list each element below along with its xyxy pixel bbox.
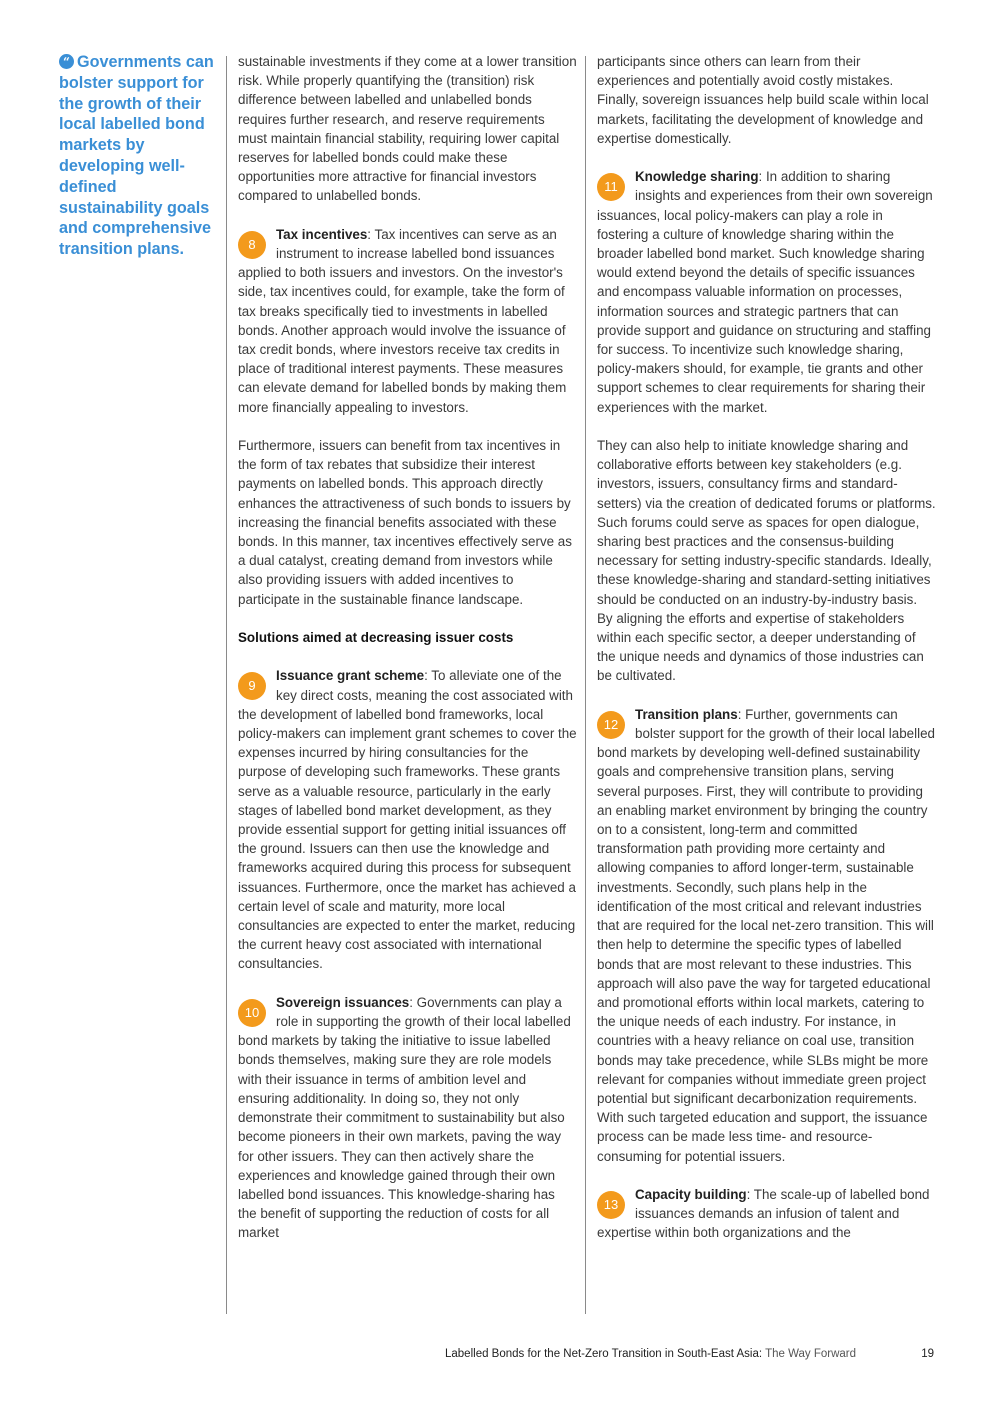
numbered-item-11 [597, 167, 936, 417]
quote-icon: “ [59, 54, 74, 69]
item-text: : Tax incentives can serve as an instrument to increase labelled bond issuances applied to both issuers and investors. On the investor's side, tax incentives could, for example, take the form of tax breaks specifically tied to investments in labelled bonds. Another approach would involve the issuance of tax credit bonds, where investors receive tax credits in place of traditional interest payments. These measures can elevate demand for labelled bonds by making them more financially appealing to investors. [238, 226, 567, 415]
item-title: Sovereign issuances [276, 994, 410, 1010]
pull-quote-text: Governments can bolster support for the growth of their local labelled bond markets by developing well-defined sustainability goals and comprehensive transition plans. [59, 53, 214, 259]
item-text: : In addition to sharing insights and experiences from their own sovereign issuances, local policy-makers can play a role in fostering a culture of knowledge sharing within the broader labelled bond market. Such knowledge sharing would extend beyond the details of specific issuances and encompass valuable information on processes, information sources and strategic partners that can provide support and guidance on structuring and staffing for success. To incentivize such knowledge sharing, policy-makers should, for example, tie grants and other support schemes to clear requirements for sharing their experiences with the market. [597, 169, 933, 415]
numbered-item-10 [238, 993, 577, 1243]
page-number: 19 [921, 1348, 934, 1360]
numbered-item-12 [597, 705, 936, 1166]
section-heading: Solutions aimed at decreasing issuer costs [238, 630, 514, 646]
item-text: : The scale-up of labelled bond issuances demands an infusion of talent and expertise within both organizations and the [597, 1186, 930, 1241]
paragraph: sustainable investments if they come at a lower transition risk. While properly quantifying the (transition) risk difference between labelled and unlabelled bonds requires further research, and reserve requirements must maintain financial stability, requiring lower capital reserves for labelled bonds could make these opportunities more attractive for financial investors compared to unlabelled bonds. [238, 54, 577, 204]
item-title: Knowledge sharing [635, 169, 759, 185]
item-number-badge: 10 [238, 999, 266, 1027]
item-number-badge: 13 [597, 1191, 625, 1219]
item-title: Issuance grant scheme [276, 668, 425, 684]
text-column-1 [238, 52, 577, 1262]
footer-subtitle: The Way Forward [762, 1348, 857, 1360]
numbered-item-8 [238, 225, 577, 417]
item-text: : Governments can play a role in supporting the growth of their local labelled bond markets by taking the initiative to issue labelled bonds themselves, making sure they are role models with their issuance in terms of ambition level and ensuring additionality. In doing so, they not only demonstrate their commitment to sustainability but also become pioneers in their own markets, paving the way for other issuers. They can then actively share the experiences and knowledge gained through their own labelled bond issuances. This knowledge-sharing has the benefit of supporting the reduction of costs for all market [238, 994, 571, 1241]
paragraph: Furthermore, issuers can benefit from tax incentives in the form of tax rebates that subsidize their interest payments on labelled bonds. This approach directly enhances the attractiveness of such bonds to issuers by increasing the financial benefits associated with these bonds. In this manner, tax incentives effectively serve as a dual catalyst, creating demand from investors while also providing issuers with added incentives to participate in the sustainable finance landscape. [238, 438, 572, 607]
item-number-badge: 12 [597, 711, 625, 739]
item-text: : Further, governments can bolster support for the growth of their local labelled bond markets by developing well-defined sustainability goals and comprehensive transition plans, serving several purposes. First, they will contribute to providing an enabling market environment by bringing the country on to a consistent, long-term and committed transformation path providing more certainty and allowing companies to afford longer-term, sustainable investments. Secondly, such plans help in the identification of the most critical and relevant industries that are required for the local net-zero transition. This will then help to determine the specific types of labelled bonds that are most relevant to these industries. This approach will also pave the way for targeted educational and promotional efforts within local markets, catering to the unique needs of each industry. For instance, in countries with a heavy reliance on coal use, transition bonds may take precedence, while SLBs might be more relevant for companies without immediate green project potential but significant decarbonization requirements. With such targeted education and support, the issuance process can be made less time- and resource-consuming for potential issuers. [597, 706, 935, 1164]
column-divider-left [226, 56, 227, 1314]
page-footer [445, 1346, 934, 1362]
numbered-item-13 [597, 1185, 936, 1243]
column-divider-right [585, 56, 586, 1314]
item-text: : To alleviate one of the key direct costs, meaning the cost associated with the development of labelled bond frameworks, local policy-makers can implement grant schemes to cover the expenses incurred by hiring consultancies for the purpose of developing such frameworks. These grants serve as a valuable resource, particularly in the early stages of labelled bond market development, as they provide essential support for getting initial issuances off the ground. Issuers can then use the knowledge and frameworks acquired during this process for subsequent issuances. Furthermore, once the market has achieved a certain level of scale and maturity, more local consultancies are expected to enter the market, reducing the current heavy cost associated with international consultancies. [238, 668, 577, 972]
item-number-badge: 8 [238, 231, 266, 259]
item-title: Capacity building [635, 1186, 747, 1202]
text-column-2 [597, 52, 936, 1262]
paragraph: participants since others can learn from their experiences and potentially avoid costly mistakes. Finally, sovereign issuances help build scale within local markets, facilitating the development of knowledge and expertise domestically. [597, 54, 929, 146]
paragraph: They can also help to initiate knowledge sharing and collaborative efforts between key stakeholders (e.g. investors, issuers, consultancy firms and standard-setters) via the creation of dedicated forums or platforms. Such forums could serve as spaces for open dialogue, sharing best practices and the consensus-building necessary for setting industry-specific standards. Ideally, these knowledge-sharing and standard-setting initiatives should be conducted on an industry-by-industry basis. By aligning the efforts and expertise of stakeholders within each specific sector, a deeper understanding of the unique needs and dynamics of those industries can be cultivated. [597, 438, 936, 684]
numbered-item-9 [238, 666, 577, 973]
item-title: Tax incentives [276, 226, 368, 242]
item-number-badge: 9 [238, 672, 266, 700]
pull-quote [59, 52, 219, 260]
item-title: Transition plans [635, 706, 738, 722]
item-number-badge: 11 [597, 173, 625, 201]
footer-title: Labelled Bonds for the Net-Zero Transition in South-East Asia: [445, 1348, 763, 1360]
